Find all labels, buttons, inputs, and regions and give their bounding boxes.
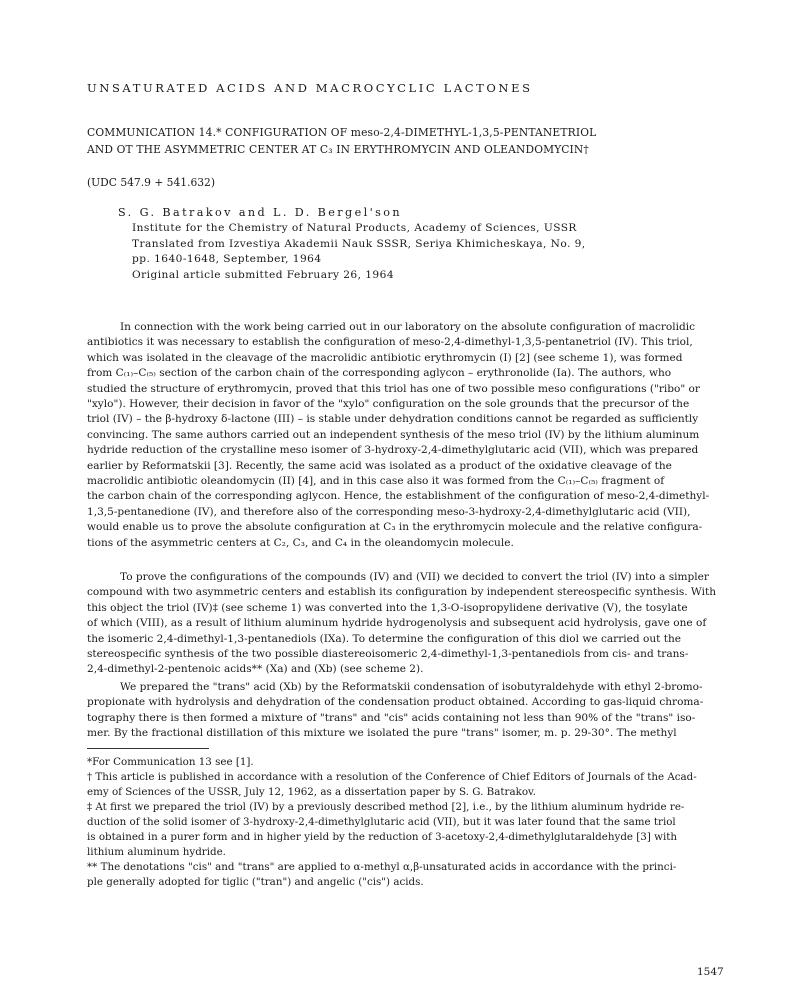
article-title-line: AND OT THE ASYMMETRIC CENTER AT C₃ IN ERYTHROMYCIN AND OLEANDOMYCIN†	[87, 143, 589, 156]
text-line: would enable us to prove the absolute configuration at C₃ in the erythromycin molecule and the relative configura-	[87, 521, 703, 534]
text-line: earlier by Reformatskii [3]. Recently, the same acid was isolated as a product of the oxidative cleavage of the	[87, 459, 672, 472]
text-line: of which (VIII), as a result of lithium aluminum hydride hydrogenolysis and subsequent acid hydrolysis, gave one of	[87, 617, 707, 630]
body-paragraph-1	[87, 320, 742, 551]
text-line: which was isolated in the cleavage of the macrolidic antibiotic erythromycin (I) [2] (see scheme 1), was formed	[87, 351, 683, 364]
text-line: hydride reduction of the crystalline meso isomer of 3-hydroxy-2,4-dimethylglutaric acid (VII), which was prepared	[87, 444, 699, 457]
footnotes	[87, 755, 747, 890]
text-line: convincing. The same authors carried out an independent synthesis of the meso triol (IV) by the lithium aluminum	[87, 428, 700, 441]
text-line: stereospecific synthesis of the two possible diastereoisomeric 2,4-dimethyl-1,3-pentanediols from cis- and trans-	[87, 648, 689, 661]
affiliation-line: pp. 1640-1648, September, 1964	[132, 253, 322, 265]
footnote-line: emy of Sciences of the USSR, July 12, 1962, as a dissertation paper by S. G. Batrakov.	[87, 786, 536, 798]
text-line: To prove the configurations of the compounds (IV) and (VII) we decided to convert the triol (IV) into a simpler	[120, 571, 709, 583]
text-line: tions of the asymmetric centers at C₂, C₃, and C₄ in the oleandomycin molecule.	[87, 536, 514, 549]
footnote-line: is obtained in a purer form and in higher yield by the reduction of 3-acetoxy-2,4-dimethylglutaraldehyde [3] with	[87, 831, 678, 843]
footnote-line: ** The denotations "cis" and "trans" are applied to α-methyl α,β-unsaturated acids in accordance with the princi-	[87, 861, 677, 873]
text-line: 2,4-dimethyl-2-pentenoic acids** (Xa) and (Xb) (see scheme 2).	[87, 663, 424, 676]
footnote-line: lithium aluminum hydride.	[87, 846, 226, 858]
text-line: "xylo"). However, their decision in favor of the "xylo" configuration on the sole grounds that the precursor of the	[87, 398, 690, 411]
text-line: 1,3,5-pentanedione (IV), and therefore also of the corresponding meso-3-hydroxy-2,4-dimethylglutaric acid (VII),	[87, 505, 691, 518]
text-line: antibiotics it was necessary to establish the configuration of meso-2,4-dimethyl-1,3,5-pentanetriol (IV). This triol,	[87, 336, 693, 349]
text-line: the isomeric 2,4-dimethyl-1,3-pentanediols (IXa). To determine the configuration of this diol we carried out the	[87, 632, 681, 645]
text-line: studied the structure of erythromycin, proved that this triol has one of two possible meso configurations ("ribo" or	[87, 382, 700, 395]
text-line: We prepared the "trans" acid (Xb) by the Reformatskii condensation of isobutyraldehyde with ethyl 2-bromo-	[120, 681, 703, 693]
text-line: tography there is then formed a mixture of "trans" and "cis" acids containing not less than 90% of the "trans" iso-	[87, 711, 696, 724]
text-line: triol (IV) – the β-hydroxy δ-lactone (III) – is stable under dehydration conditions cannot be regarded as sufficiently	[87, 413, 699, 426]
udc-code: (UDC 547.9 + 541.632)	[87, 176, 216, 189]
footnote-line: ‡ At first we prepared the triol (IV) by a previously described method [2], i.e., by the lithium aluminum hydride re-	[87, 801, 685, 813]
page-number: 1547	[697, 966, 724, 978]
affiliation-block	[132, 221, 732, 283]
text-line: compound with two asymmetric centers and establish its configuration by independent stereospecific synthesis. With	[87, 586, 716, 599]
footnote-line: duction of the solid isomer of 3-hydroxy-2,4-dimethylglutaric acid (VII), but it was later found that the same triol	[87, 816, 676, 828]
text-line: propionate with hydrolysis and dehydration of the condensation product obtained. According to gas-liquid chroma-	[87, 696, 704, 709]
affiliation-line: Translated from Izvestiya Akademii Nauk SSSR, Seriya Khimicheskaya, No. 9,	[132, 237, 586, 250]
affiliation-line: Institute for the Chemistry of Natural Products, Academy of Sciences, USSR	[132, 222, 577, 234]
text-line: this object the triol (IV)‡ (see scheme 1) was converted into the 1,3-O-isopropylidene derivative (V), the tosylate	[87, 601, 688, 614]
footnote-line: ple generally adopted for tiglic ("tran") and angelic ("cis") acids.	[87, 876, 424, 888]
text-line: mer. By the fractional distillation of this mixture we isolated the pure "trans" isomer, m. p. 29-30°. The methyl	[87, 727, 677, 740]
affiliation-line: Original article submitted February 26, 1964	[132, 268, 395, 281]
body-paragraph-2	[87, 570, 742, 678]
text-line: macrolidic antibiotic oleandomycin (II) [4], and in this case also it was formed from the C₍₁₎–C₍₅₎ fragment of	[87, 475, 665, 488]
footnote-divider	[87, 748, 209, 749]
article-title	[87, 124, 747, 158]
footnote-line: *For Communication 13 see [1].	[87, 756, 254, 768]
footnote-line: † This article is published in accordance with a resolution of the Conference of Chief Editors of Journals of the Acad-	[87, 771, 697, 783]
series-title: UNSATURATED ACIDS AND MACROCYCLIC LACTONES	[87, 81, 533, 95]
article-title-line: COMMUNICATION 14.* CONFIGURATION OF meso-2,4-DIMETHYL-1,3,5-PENTANETRIOL	[87, 126, 597, 139]
body-paragraph-3	[87, 680, 742, 742]
text-line: from C₍₁₎–C₍₅₎ section of the carbon chain of the corresponding aglycon – erythronolide (Ia). The authors, who	[87, 367, 672, 380]
text-line: the carbon chain of the corresponding aglycon. Hence, the establishment of the configuration of meso-2,4-dimethyl-	[87, 490, 710, 503]
text-line: In connection with the work being carried out in our laboratory on the absolute configuration of macrolidic	[120, 321, 696, 333]
authors: S. G. Batrakov and L. D. Bergel'son	[118, 206, 402, 219]
